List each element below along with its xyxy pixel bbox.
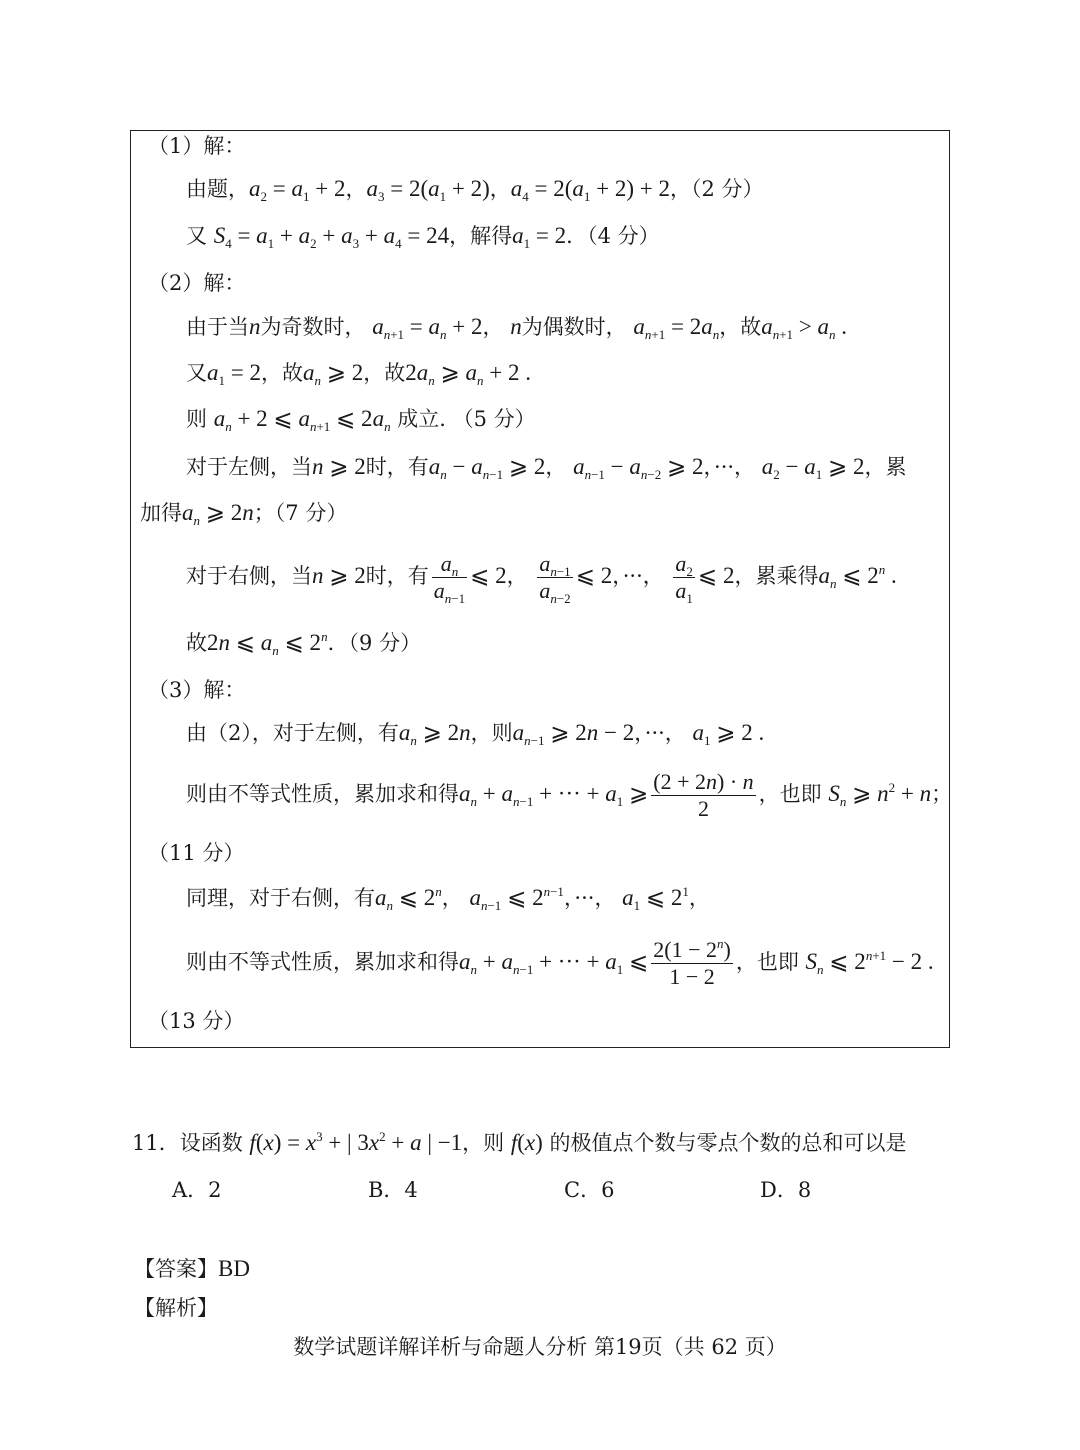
part2-line3: 则 $a_n + 2$ ⩽ $a_{n+1}$ ⩽ $2a_n$ 成立. （5 分）: [186, 406, 536, 434]
part3-line5: 则由不等式性质，累加求和得$a_n + a_{n-1}$ + ··· + $a_1$ ⩽ $\frac{2(1 - 2^n)}{1 - 2}$ ，也即 $S_n$ ⩽ $2^{n+1} - 2$ .: [186, 936, 934, 989]
question-11: 11．设函数 $f(x) = x^3$ + | $3x^2 + a$ | −1，则 f(x) 的极值点个数与零点个数的总和可以是: [132, 1129, 907, 1155]
answer-line: 【答案】BD: [134, 1256, 250, 1281]
option-c: C．6: [564, 1178, 615, 1202]
part3-line1: 由（2），对于左侧，有$a_n$ ⩾ 2n，则$a_{n-1}$ ⩾ 2n − 2，···， $a_1$ ⩾ 2 .: [186, 720, 765, 748]
part3-line6: （13 分）: [148, 1009, 245, 1033]
part2-line4: 对于左侧，当n ⩾ 2时，有$a_n - a_{n-1}$ ⩾ 2， $a_{n-1} - a_{n-2}$ ⩾ 2，···， $a_2 - a_1$ ⩾ 2，累: [186, 454, 907, 482]
part2-line1: 由于当n为奇数时， $a_{n+1} = a_n + 2$， n为偶数时， $a_{n+1} = 2a_n$，故$a_{n+1} > a_n$ .: [186, 314, 848, 342]
part2-line5: 加得$a_n$ ⩾ 2n；（7 分）: [140, 500, 348, 528]
option-d: D．8: [760, 1178, 812, 1202]
part1-line2: 又 $S_4 = a_1 + a_2 + a_3 + a_4 = 24$，解得$a_1 = 2$．（4 分）: [186, 223, 660, 251]
part2-line6: 对于右侧，当n ⩾ 2时，有 $\frac{a_n}{a_{n-1}}$ ⩽ 2， $\frac{a_{n-1}}{a_{n-2}}$ ⩽ 2，···， $\frac{a_2}{a_1}$ ⩽ 2，累乘得$a_n$ ⩽ 2$^n$ .: [186, 551, 897, 606]
part2-line7: 故2n ⩽ $a_n$ ⩽ 2$^n$．（9 分）: [186, 629, 422, 658]
part3-line2: 则由不等式性质，累加求和得$a_n + a_{n-1}$ + ··· + $a_1$ ⩾ $\frac{(2 + 2n) \cdot n}{2}$ ，也即 $S_n$ ⩾ $n^2 + n$；: [186, 769, 953, 821]
part3-line4: 同理，对于右侧，有$a_n$ ⩽ 2$^n$， $a_{n-1}$ ⩽ $2^{n-1}$，···， $a_1$ ⩽ $2^1$，: [186, 884, 710, 913]
part2-heading: （2）解：: [148, 271, 246, 295]
analysis-label: 【解析】: [134, 1296, 218, 1320]
part3-heading: （3）解：: [148, 678, 246, 702]
option-a: A．2: [172, 1178, 222, 1202]
part2-line2: 又$a_1 = 2$，故$a_n$ ⩾ 2，故$2a_n$ ⩾ $a_n + 2$ .: [186, 360, 532, 388]
part1-heading: （1）解：: [148, 134, 246, 158]
part3-line3: （11 分）: [148, 841, 245, 865]
option-b: B．4: [368, 1178, 418, 1202]
page-footer: 数学试题详解详析与命题人分析 第19页（共 62 页）: [293, 1335, 787, 1359]
part1-line1: 由题，$a_2 = a_1 + 2$，$a_3 = 2(a_1 + 2)$，$a_4 = 2(a_1 + 2) + 2$，（2 分）: [186, 176, 764, 204]
